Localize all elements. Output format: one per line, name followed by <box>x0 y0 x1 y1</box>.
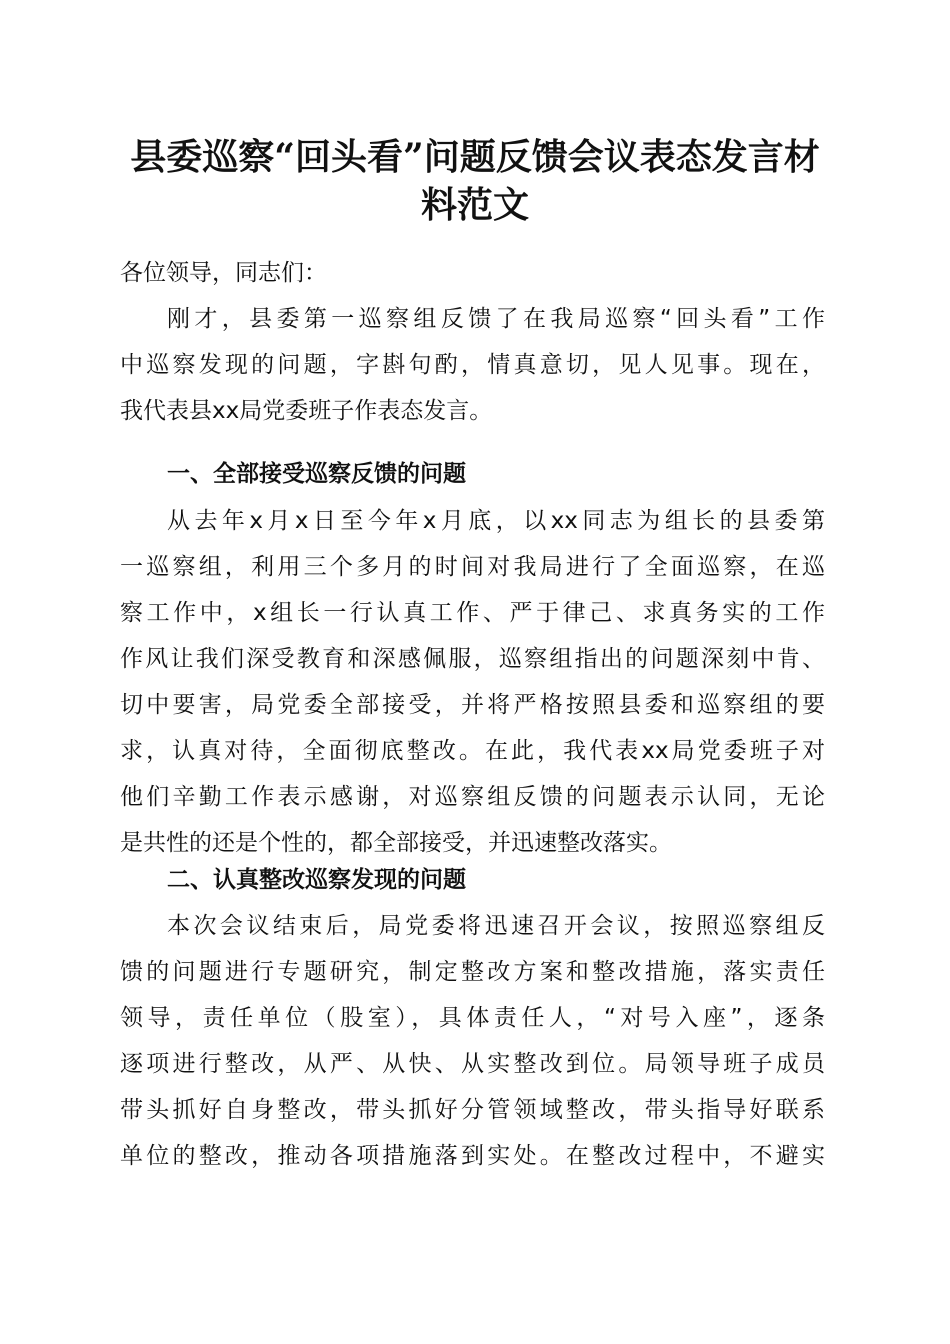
paragraph-2-line: 一巡察组，利用三个多月的时间对我局进行了全面巡察，在巡 <box>120 554 825 580</box>
section-heading-1: 一、全部接受巡察反馈的问题 <box>167 461 466 487</box>
salutation: 各位领导，同志们： <box>120 260 327 286</box>
paragraph-2-line: 切中要害，局党委全部接受，并将严格按照县委和巡察组的要 <box>120 692 825 718</box>
paragraph-1-line: 我代表县xx局党委班子作表态发言。 <box>120 398 493 424</box>
paragraph-3-line: 馈的问题进行专题研究，制定整改方案和整改措施，落实责任 <box>120 959 825 985</box>
paragraph-3-line: 逐项进行整改，从严、从快、从实整改到位。局领导班子成员 <box>120 1051 825 1077</box>
paragraph-2-line: 从去年x月x日至今年x月底，以xx同志为组长的县委第 <box>167 508 825 534</box>
paragraph-2-line: 作风让我们深受教育和深感佩服，巡察组指出的问题深刻中肯、 <box>120 646 825 672</box>
document-title-line-1: 县委巡察“回头看”问题反馈会议表态发言材 <box>130 136 820 178</box>
paragraph-3-line: 单位的整改，推动各项措施落到实处。在整改过程中，不避实 <box>120 1143 825 1169</box>
document-title-line-2: 料范文 <box>420 184 529 226</box>
paragraph-2-line: 察工作中，x组长一行认真工作、严于律己、求真务实的工作 <box>120 600 825 626</box>
paragraph-1-line: 中巡察发现的问题，字斟句酌，情真意切，见人见事。现在， <box>120 352 825 378</box>
paragraph-2-line: 是共性的还是个性的，都全部接受，并迅速整改落实。 <box>120 830 672 856</box>
paragraph-3-line: 带头抓好自身整改，带头抓好分管领域整改，带头指导好联系 <box>120 1097 825 1123</box>
section-heading-2: 二、认真整改巡察发现的问题 <box>167 867 466 893</box>
paragraph-3-line: 领导，责任单位（股室），具体责任人，“对号入座”，逐条 <box>120 1005 825 1031</box>
paragraph-2-line: 他们辛勤工作表示感谢，对巡察组反馈的问题表示认同，无论 <box>120 784 825 810</box>
paragraph-2-line: 求，认真对待，全面彻底整改。在此，我代表xx局党委班子对 <box>120 738 825 764</box>
paragraph-1-line: 刚才，县委第一巡察组反馈了在我局巡察“回头看”工作 <box>167 306 825 332</box>
paragraph-3-line: 本次会议结束后，局党委将迅速召开会议，按照巡察组反 <box>167 913 825 939</box>
